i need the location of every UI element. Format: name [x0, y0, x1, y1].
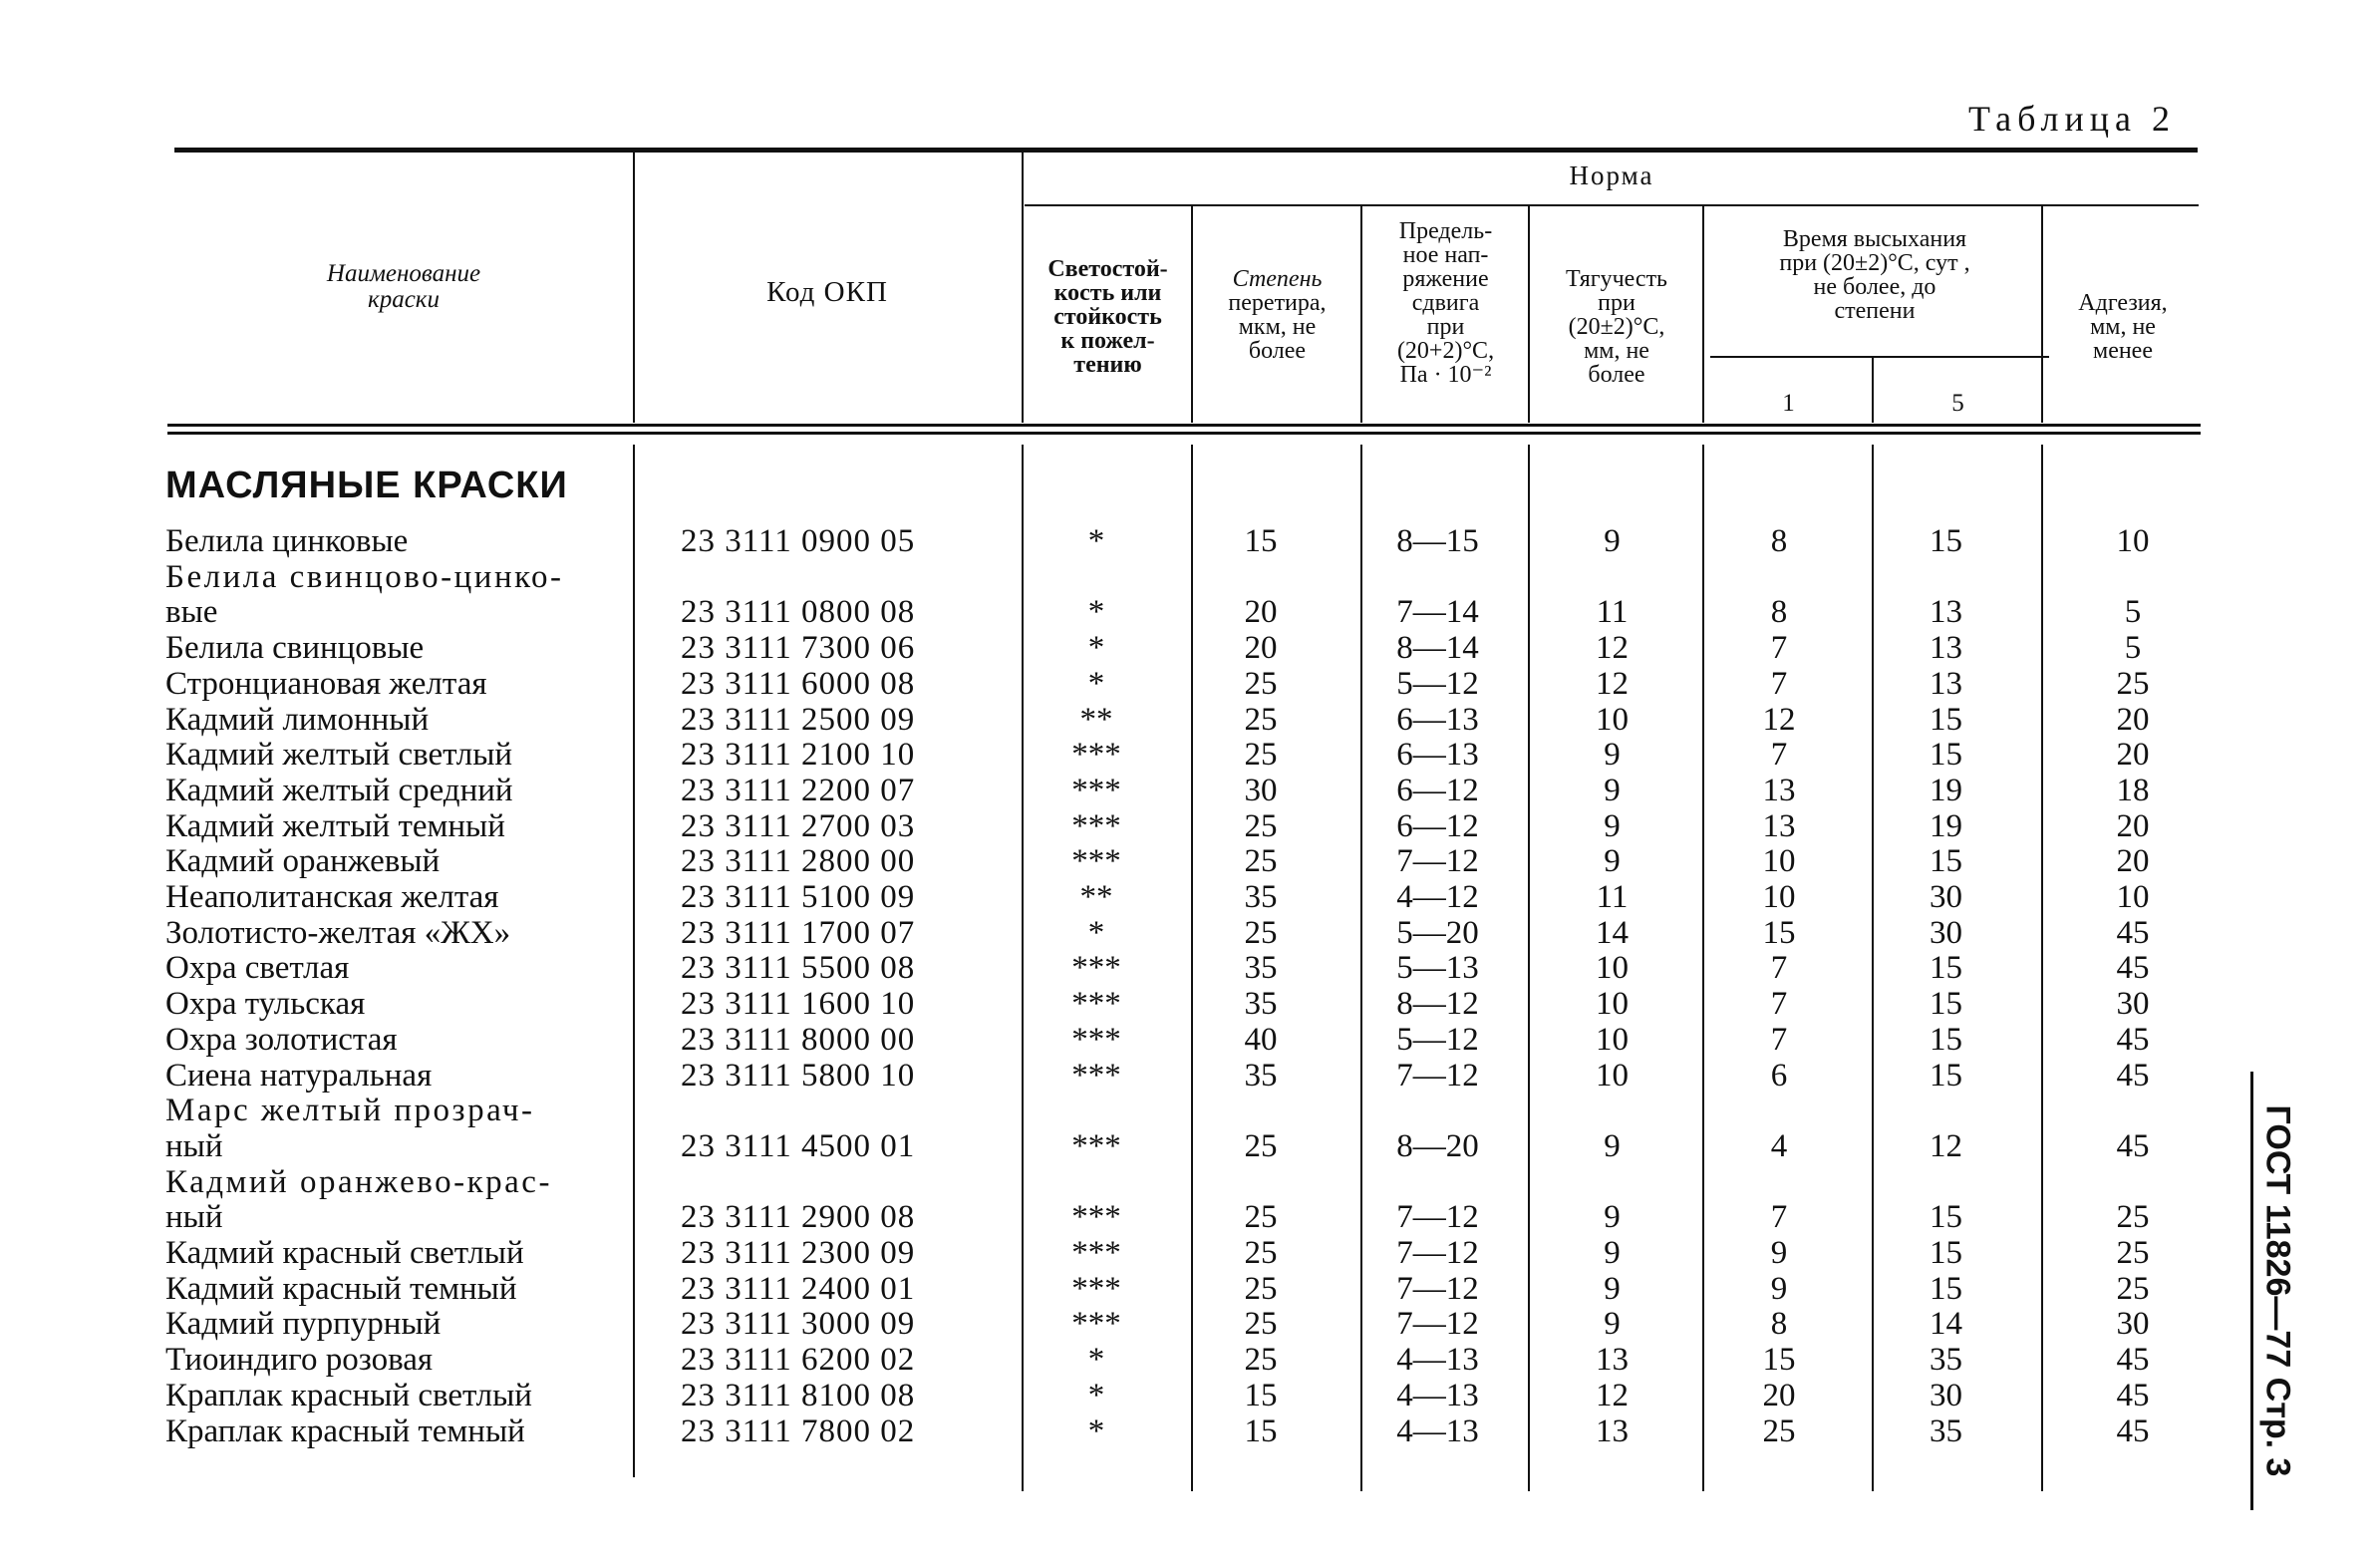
drying-degree-1-cell: 8 [1770, 1306, 1788, 1343]
row-name: Сиена натуральная [165, 1057, 433, 1094]
adhesion-cell: 25 [2116, 665, 2150, 702]
shear-stress-cell: 7—12 [1396, 1235, 1479, 1271]
adhesion-cell: 45 [2116, 1127, 2150, 1164]
lightfastness-cell: *** [1071, 1021, 1121, 1058]
lightfastness-cell: * [1087, 1412, 1105, 1449]
grind-cell: 25 [1244, 807, 1278, 844]
drying-degree-5-cell: 15 [1930, 986, 1962, 1023]
drying-degree-1-cell: 7 [1770, 1199, 1788, 1236]
lightfastness-cell: *** [1071, 1199, 1121, 1236]
side-label-text: ГОСТ 11826—77 Стр. 3 [2258, 1104, 2297, 1477]
header-viscosity: Тягучесть при (20±2)°С, мм, не более [1565, 266, 1668, 388]
row-name: Белила цинковые [165, 523, 409, 559]
drying-degree-5-cell: 13 [1930, 594, 1962, 631]
shear-stress-cell: 7—14 [1396, 594, 1479, 631]
adhesion-cell: 45 [2116, 1342, 2150, 1379]
code-cell: 23 3111 7800 02 [681, 1412, 916, 1449]
drying-degree-5-cell: 30 [1930, 879, 1962, 915]
viscosity-cell: 12 [1596, 630, 1629, 667]
drying-degree-1-cell: 20 [1762, 1377, 1796, 1413]
grind-cell: 30 [1244, 772, 1278, 808]
viscosity-cell: 9 [1604, 737, 1621, 774]
row-name: Кадмий пурпурный [165, 1306, 442, 1343]
code-cell: 23 3111 0800 08 [681, 594, 916, 631]
grind-cell: 25 [1244, 1270, 1278, 1307]
shear-stress-cell: 8—20 [1396, 1127, 1479, 1164]
code-cell: 23 3111 2700 03 [681, 807, 916, 844]
col-divider [1191, 206, 1193, 423]
col-divider [633, 445, 635, 1477]
drying-degree-1-cell: 7 [1770, 737, 1788, 774]
shear-stress-cell: 7—12 [1396, 843, 1479, 880]
code-cell: 23 3111 7300 06 [681, 630, 916, 667]
col-divider [1022, 445, 1024, 1491]
grind-cell: 25 [1244, 914, 1278, 951]
adhesion-cell: 5 [2124, 630, 2142, 667]
row-name: Кадмий красный темный [165, 1270, 517, 1307]
drying-degree-5-cell: 13 [1930, 630, 1962, 667]
header-norma: Норма [1569, 160, 1654, 190]
viscosity-cell: 9 [1604, 843, 1621, 880]
lightfastness-cell: *** [1071, 950, 1121, 987]
viscosity-cell: 9 [1604, 1199, 1621, 1236]
row-name: Неаполитанская желтая [165, 879, 499, 915]
lightfastness-cell: *** [1071, 843, 1121, 880]
code-cell: 23 3111 5100 09 [681, 879, 916, 915]
adhesion-cell: 25 [2116, 1235, 2150, 1271]
lightfastness-cell: * [1087, 594, 1105, 631]
row-name: Охра тульская [165, 986, 366, 1023]
side-label-rule [2250, 1072, 2253, 1510]
code-cell: 23 3111 1600 10 [681, 986, 916, 1023]
shear-stress-cell: 7—12 [1396, 1057, 1479, 1094]
header-lightfastness: Светостой- кость или стойкость к пожел- тению [1047, 256, 1168, 378]
drying-degree-1-cell: 4 [1770, 1127, 1788, 1164]
shear-stress-cell: 4—13 [1396, 1342, 1479, 1379]
lightfastness-cell: * [1087, 1342, 1105, 1379]
drying-degree-1-cell: 8 [1770, 594, 1788, 631]
code-cell: 23 3111 2400 01 [681, 1270, 916, 1307]
shear-stress-cell: 7—12 [1396, 1270, 1479, 1307]
grind-cell: 20 [1244, 594, 1278, 631]
shear-stress-cell: 5—13 [1396, 950, 1479, 987]
drying-degree-5-cell: 15 [1930, 523, 1962, 559]
code-cell: 23 3111 8000 00 [681, 1021, 916, 1058]
viscosity-cell: 12 [1596, 1377, 1629, 1413]
drying-degree-5-cell: 15 [1930, 701, 1962, 738]
drying-degree-5-cell: 19 [1930, 807, 1962, 844]
drying-degree-1-cell: 15 [1762, 914, 1796, 951]
row-name: Кадмий лимонный [165, 701, 430, 738]
code-cell: 23 3111 8100 08 [681, 1377, 916, 1413]
row-name: ный [165, 1199, 223, 1236]
drying-degree-5-cell: 30 [1930, 1377, 1962, 1413]
col-divider [633, 152, 635, 423]
adhesion-cell: 45 [2116, 1412, 2150, 1449]
lightfastness-cell: *** [1071, 807, 1121, 844]
viscosity-cell: 14 [1596, 914, 1629, 951]
header-bottom-rule-2 [167, 432, 2201, 435]
lightfastness-cell: ** [1079, 879, 1113, 915]
drying-degree-1-cell: 9 [1770, 1235, 1788, 1271]
adhesion-cell: 45 [2116, 1377, 2150, 1413]
drying-degree-5-cell: 35 [1930, 1412, 1962, 1449]
col-divider [1872, 358, 1874, 423]
adhesion-cell: 18 [2116, 772, 2150, 808]
drying-degree-1-cell: 7 [1770, 630, 1788, 667]
lightfastness-cell: *** [1071, 1306, 1121, 1343]
adhesion-cell: 25 [2116, 1199, 2150, 1236]
row-name: Охра золотистая [165, 1021, 398, 1058]
code-cell: 23 3111 4500 01 [681, 1127, 916, 1164]
viscosity-cell: 9 [1604, 1235, 1621, 1271]
lightfastness-cell: * [1087, 1377, 1105, 1413]
grind-cell: 40 [1244, 1021, 1278, 1058]
adhesion-cell: 20 [2116, 807, 2150, 844]
viscosity-cell: 9 [1604, 523, 1621, 559]
lightfastness-cell: *** [1071, 772, 1121, 808]
shear-stress-cell: 4—13 [1396, 1412, 1479, 1449]
lightfastness-cell: *** [1071, 1235, 1121, 1271]
lightfastness-cell: *** [1071, 986, 1121, 1023]
section-title: МАСЛЯНЫЕ КРАСКИ [165, 465, 568, 506]
code-cell: 23 3111 2900 08 [681, 1199, 916, 1236]
viscosity-cell: 10 [1596, 986, 1629, 1023]
code-cell: 23 3111 2800 00 [681, 843, 916, 880]
viscosity-cell: 11 [1596, 594, 1629, 631]
adhesion-cell: 45 [2116, 1057, 2150, 1094]
adhesion-cell: 5 [2124, 594, 2142, 631]
drying-degree-5-cell: 15 [1930, 1021, 1962, 1058]
adhesion-cell: 10 [2116, 523, 2150, 559]
code-cell: 23 3111 5800 10 [681, 1057, 916, 1094]
drying-degree-5-cell: 15 [1930, 1235, 1962, 1271]
drying-split-rule [1710, 356, 2049, 358]
adhesion-cell: 30 [2116, 986, 2150, 1023]
drying-degree-5-cell: 15 [1930, 950, 1962, 987]
row-name: Кадмий желтый светлый [165, 737, 513, 774]
drying-degree-1-cell: 6 [1770, 1057, 1788, 1094]
row-name: Белила свинцовые [165, 630, 425, 667]
adhesion-cell: 45 [2116, 914, 2150, 951]
code-cell: 23 3111 2100 10 [681, 737, 916, 774]
code-cell: 23 3111 6200 02 [681, 1342, 916, 1379]
drying-degree-5-cell: 14 [1930, 1306, 1962, 1343]
header-bottom-rule-1 [167, 424, 2201, 427]
grind-cell: 25 [1244, 665, 1278, 702]
header-code: Код ОКП [766, 276, 888, 308]
shear-stress-cell: 6—12 [1396, 807, 1479, 844]
row-name: Марс желтый прозрач- [165, 1093, 535, 1129]
row-name: Стронциановая желтая [165, 665, 487, 702]
adhesion-cell: 20 [2116, 737, 2150, 774]
shear-stress-cell: 4—13 [1396, 1377, 1479, 1413]
drying-degree-1-cell: 12 [1762, 701, 1796, 738]
shear-stress-cell: 5—12 [1396, 1021, 1479, 1058]
drying-degree-1-cell: 15 [1762, 1342, 1796, 1379]
grind-cell: 35 [1244, 986, 1278, 1023]
header-name: Наименование краски [326, 260, 481, 313]
adhesion-cell: 25 [2116, 1270, 2150, 1307]
shear-stress-cell: 5—20 [1396, 914, 1479, 951]
table-top-rule [174, 148, 2198, 153]
shear-stress-cell: 6—13 [1396, 701, 1479, 738]
lightfastness-cell: *** [1071, 1127, 1121, 1164]
grind-cell: 35 [1244, 950, 1278, 987]
grind-cell: 25 [1244, 1342, 1278, 1379]
col-divider [1360, 206, 1362, 423]
drying-degree-5-cell: 15 [1930, 1057, 1962, 1094]
drying-degree-1-cell: 10 [1762, 843, 1796, 880]
row-name: Краплак красный темный [165, 1412, 525, 1449]
lightfastness-cell: ** [1079, 701, 1113, 738]
code-cell: 23 3111 3000 09 [681, 1306, 916, 1343]
grind-cell: 25 [1244, 701, 1278, 738]
drying-degree-1-cell: 8 [1770, 523, 1788, 559]
code-cell: 23 3111 2200 07 [681, 772, 916, 808]
shear-stress-cell: 5—12 [1396, 665, 1479, 702]
shear-stress-cell: 6—13 [1396, 737, 1479, 774]
viscosity-cell: 9 [1604, 807, 1621, 844]
code-cell: 23 3111 2300 09 [681, 1235, 916, 1271]
col-divider [1702, 206, 1704, 423]
header-drying-degree-1: 1 [1782, 390, 1795, 417]
adhesion-cell: 30 [2116, 1306, 2150, 1343]
lightfastness-cell: * [1087, 914, 1105, 951]
code-cell: 23 3111 6000 08 [681, 665, 916, 702]
viscosity-cell: 12 [1596, 665, 1629, 702]
col-divider [1022, 152, 1024, 423]
row-name: Тиоиндиго розовая [165, 1342, 434, 1379]
adhesion-cell: 45 [2116, 1021, 2150, 1058]
drying-degree-1-cell: 7 [1770, 986, 1788, 1023]
header-grind: Степень перетира, мкм, не более [1228, 266, 1327, 364]
shear-stress-cell: 6—12 [1396, 772, 1479, 808]
side-page-label [2247, 1072, 2307, 1510]
adhesion-cell: 45 [2116, 950, 2150, 987]
header-adhesion: Адгезия, мм, не менее [2078, 290, 2168, 364]
viscosity-cell: 9 [1604, 772, 1621, 808]
row-name: Краплак красный светлый [165, 1377, 532, 1413]
code-cell: 23 3111 5500 08 [681, 950, 916, 987]
viscosity-cell: 13 [1596, 1412, 1629, 1449]
drying-degree-1-cell: 7 [1770, 1021, 1788, 1058]
drying-degree-1-cell: 7 [1770, 665, 1788, 702]
viscosity-cell: 10 [1596, 950, 1629, 987]
grind-cell: 35 [1244, 879, 1278, 915]
row-name: Кадмий оранжево-крас- [165, 1163, 552, 1200]
drying-degree-5-cell: 35 [1930, 1342, 1962, 1379]
col-divider [1528, 206, 1530, 423]
header-drying-degree-5: 5 [1951, 390, 1964, 417]
grind-cell: 35 [1244, 1057, 1278, 1094]
drying-degree-1-cell: 13 [1762, 772, 1796, 808]
drying-degree-5-cell: 15 [1930, 737, 1962, 774]
drying-degree-1-cell: 25 [1762, 1412, 1796, 1449]
adhesion-cell: 20 [2116, 843, 2150, 880]
grind-cell: 15 [1244, 523, 1278, 559]
drying-degree-5-cell: 15 [1930, 843, 1962, 880]
row-name: Охра светлая [165, 950, 350, 987]
lightfastness-cell: *** [1071, 1057, 1121, 1094]
viscosity-cell: 10 [1596, 1057, 1629, 1094]
header-shear-stress: Предель- ное нап- ряжение сдвига при (20+2)°С, Па · 10⁻² [1396, 218, 1495, 388]
shear-stress-cell: 4—12 [1396, 879, 1479, 915]
table-caption: Таблица 2 [1968, 99, 2176, 139]
drying-degree-5-cell: 30 [1930, 914, 1962, 951]
drying-degree-1-cell: 7 [1770, 950, 1788, 987]
grind-cell: 15 [1244, 1412, 1278, 1449]
grind-cell: 25 [1244, 1127, 1278, 1164]
code-cell: 23 3111 0900 05 [681, 523, 916, 559]
grind-cell: 20 [1244, 630, 1278, 667]
shear-stress-cell: 7—12 [1396, 1306, 1479, 1343]
shear-stress-cell: 8—12 [1396, 986, 1479, 1023]
lightfastness-cell: *** [1071, 737, 1121, 774]
viscosity-cell: 10 [1596, 1021, 1629, 1058]
header-drying-time: Время высыхания при (20±2)°С, сут , не более, до степени [1779, 226, 1970, 324]
grind-cell: 25 [1244, 843, 1278, 880]
lightfastness-cell: * [1087, 665, 1105, 702]
drying-degree-1-cell: 10 [1762, 879, 1796, 915]
row-name: вые [165, 594, 218, 631]
shear-stress-cell: 8—14 [1396, 630, 1479, 667]
drying-degree-1-cell: 13 [1762, 807, 1796, 844]
drying-degree-5-cell: 13 [1930, 665, 1962, 702]
row-name: Белила свинцово-цинко- [165, 558, 564, 595]
row-name: Кадмий желтый темный [165, 807, 505, 844]
grind-cell: 25 [1244, 1306, 1278, 1343]
viscosity-cell: 10 [1596, 701, 1629, 738]
lightfastness-cell: * [1087, 523, 1105, 559]
shear-stress-cell: 7—12 [1396, 1199, 1479, 1236]
row-name: Кадмий оранжевый [165, 843, 441, 880]
code-cell: 23 3111 2500 09 [681, 701, 916, 738]
drying-degree-5-cell: 12 [1930, 1127, 1962, 1164]
grind-cell: 15 [1244, 1377, 1278, 1413]
code-cell: 23 3111 1700 07 [681, 914, 916, 951]
row-name: Золотисто-желтая «ЖХ» [165, 914, 511, 951]
norma-rule [1025, 204, 2199, 206]
grind-cell: 25 [1244, 1235, 1278, 1271]
drying-degree-5-cell: 15 [1930, 1270, 1962, 1307]
viscosity-cell: 9 [1604, 1127, 1621, 1164]
viscosity-cell: 13 [1596, 1342, 1629, 1379]
viscosity-cell: 9 [1604, 1306, 1621, 1343]
shear-stress-cell: 8—15 [1396, 523, 1479, 559]
adhesion-cell: 10 [2116, 879, 2150, 915]
row-name: Кадмий красный светлый [165, 1235, 524, 1271]
lightfastness-cell: * [1087, 630, 1105, 667]
viscosity-cell: 9 [1604, 1270, 1621, 1307]
drying-degree-1-cell: 9 [1770, 1270, 1788, 1307]
viscosity-cell: 11 [1596, 879, 1629, 915]
adhesion-cell: 20 [2116, 701, 2150, 738]
lightfastness-cell: *** [1071, 1270, 1121, 1307]
drying-degree-5-cell: 19 [1930, 772, 1962, 808]
grind-cell: 25 [1244, 1199, 1278, 1236]
drying-degree-5-cell: 15 [1930, 1199, 1962, 1236]
row-name: ный [165, 1127, 223, 1164]
row-name: Кадмий желтый средний [165, 772, 513, 808]
grind-cell: 25 [1244, 737, 1278, 774]
